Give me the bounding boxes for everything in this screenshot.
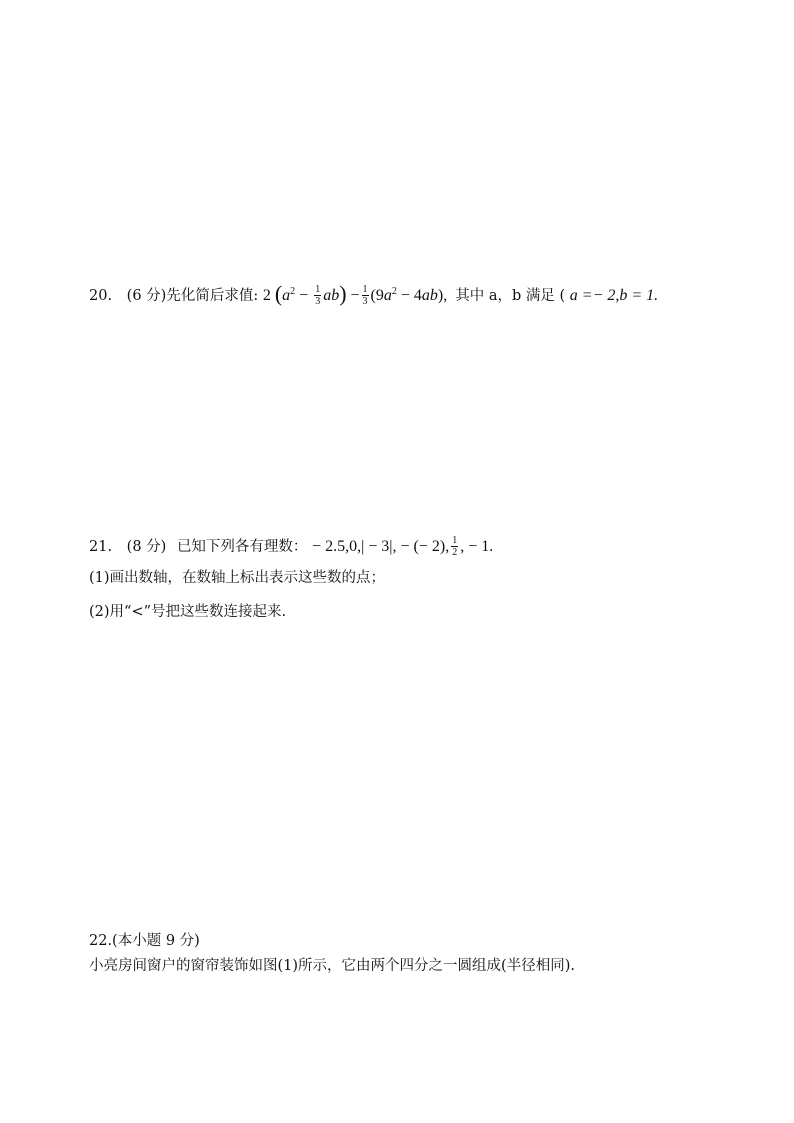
q20-points: (6 分) — [126, 288, 167, 304]
inner-var-ab: ab — [421, 287, 438, 304]
frac2-denominator: 3 — [362, 295, 368, 307]
inner-exponent: 2 — [391, 286, 397, 297]
half-numerator: 1 — [452, 534, 458, 546]
inner-close: ), — [437, 287, 448, 304]
numbers-list-1: − 2.5,0,| − 3|, − (− 2), — [312, 538, 450, 555]
q20-condition-math — [570, 287, 658, 304]
inner-coef: (9 — [370, 287, 384, 304]
q21-number: 21. — [89, 539, 113, 555]
half-denominator: 2 — [452, 546, 458, 558]
close-paren: ) — [339, 281, 347, 306]
q21-sub-question-2: (2)用“<”号把这些数连接起来. — [89, 604, 287, 620]
q20-expression — [262, 281, 451, 307]
q20-prompt: 先化简后求值: — [166, 288, 259, 304]
open-paren: ( — [274, 281, 283, 306]
coefficient-2: 2 — [262, 287, 271, 304]
exponent-2: 2 — [290, 286, 296, 297]
var-ab: ab — [323, 287, 340, 304]
q20-condition-text: 其中 a，b 满足 ( — [455, 288, 566, 304]
fraction-one-third-2 — [362, 284, 369, 307]
frac-numerator: 1 — [315, 283, 321, 295]
q21-points: (8 分) — [126, 539, 167, 555]
q21-sub-question-1: (1)画出数轴，在数轴上标出表示这些数的点； — [89, 570, 386, 586]
fraction-one-half — [451, 535, 458, 558]
frac-denominator: 3 — [315, 295, 321, 307]
question-20 — [89, 281, 658, 308]
inner-rest: − 4 — [396, 287, 422, 304]
q21-prompt: 已知下列各有理数： — [176, 539, 308, 555]
inner-var-a: a — [383, 287, 392, 304]
minus-sign: − — [299, 287, 309, 304]
condition-values: a =− 2,b = 1. — [569, 287, 659, 304]
frac2-numerator: 1 — [362, 283, 368, 295]
q22-text: 小亮房间窗户的窗帘装饰如图(1)所示，它由两个四分之一圆组成(半径相同). — [89, 958, 575, 974]
minus-sign-2: − — [350, 287, 360, 304]
numbers-list-2: , − 1. — [460, 538, 494, 555]
var-a: a — [282, 287, 291, 304]
fraction-one-third — [314, 284, 321, 307]
q21-numbers — [312, 534, 494, 558]
q20-number: 20. — [89, 288, 113, 304]
question-21 — [89, 535, 493, 559]
q22-heading: 22.(本小题 9 分) — [89, 933, 200, 949]
